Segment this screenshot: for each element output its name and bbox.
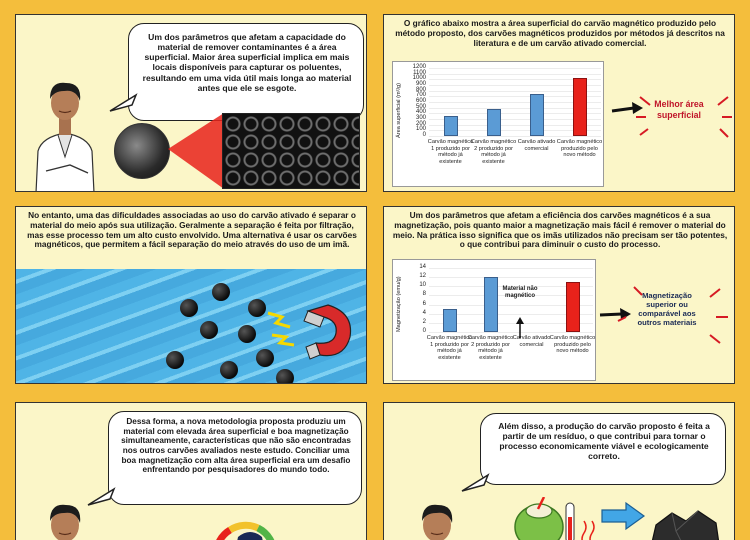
- y-tick-label: 300: [415, 115, 426, 121]
- thermometer-icon: [560, 501, 580, 540]
- y-tick-label: 0: [422, 132, 426, 138]
- y-tick-label: 500: [415, 103, 426, 110]
- y-tick-label: 1200: [412, 64, 426, 70]
- porous-surface-image: [222, 113, 360, 189]
- gridline: [429, 68, 601, 69]
- y-tick-label: 12: [419, 273, 426, 280]
- emphasis-lines: [616, 277, 734, 357]
- emphasis-lines: [634, 85, 734, 145]
- panel2-annotation: Melhor área superficial: [654, 99, 704, 120]
- y-tick-label: 1000: [412, 75, 426, 82]
- panel5-text: Dessa forma, a nova metodologia proposta produziu um material com elevada área superficial e boa magnetização simultaneamente, características que não são encontradas nos outros carvões avaliados neste estudo. Conciliar uma boa magnetização com alta área superficial era um desafio enfrentando por pesquisadores do mundo todo.: [121, 417, 351, 475]
- bar: [487, 109, 501, 136]
- panel2-text: O gráfico abaixo mostra a área superficial do carvão magnético produzido pelo método proposto, dos carvões magnéticos produzidos por métodos já descritos na literatura e de um carvão ativado comercial.: [395, 18, 725, 48]
- bubble-tail: [108, 93, 138, 115]
- panel4-annotation: Magnetização superior ou comparável aos outros materiais: [637, 291, 697, 328]
- bar: [566, 282, 580, 332]
- surface-area-chart: [392, 61, 604, 187]
- scientist-icon: [30, 73, 100, 192]
- particle-icon: [212, 283, 230, 301]
- y-tick-label: 8: [422, 291, 426, 298]
- bar: [573, 78, 587, 136]
- category-label: Carvão ativado comercial: [512, 335, 551, 348]
- y-tick-label: 900: [415, 81, 426, 87]
- particle-icon: [200, 321, 218, 339]
- y-axis-label: Magnetização (emu/g): [396, 276, 402, 332]
- note-arrow-icon: [515, 316, 525, 338]
- gridline: [429, 136, 601, 137]
- bar: [530, 94, 544, 136]
- category-label: Carvão magnético 1 produzido por método já existente: [426, 335, 473, 362]
- particle-icon: [238, 325, 256, 343]
- y-axis-label: Área superficial (m²/g): [396, 82, 402, 138]
- panel1-text: Um dos parâmetros que afetam a capacidade do material de remover contaminantes é a área superficial. Maior área superficial implica em mais locais disponíveis para capturar os poluentes, resultando em uma vida útil mais longa ao material antes que ele se esgote.: [142, 32, 352, 93]
- category-label: Carvão magnético 1 produzido por método já existente: [427, 139, 474, 166]
- gridline: [429, 74, 601, 75]
- gridline: [429, 332, 593, 333]
- speech-bubble: [480, 413, 726, 485]
- panel-waste-production: [383, 402, 735, 540]
- process-arrow-icon: [600, 501, 646, 531]
- category-label: Carvão magnético produzido pelo novo método: [549, 335, 596, 355]
- scientist-icon: [402, 495, 472, 540]
- particle-icon: [276, 369, 294, 384]
- particle-icon: [220, 361, 238, 379]
- bar: [443, 309, 457, 332]
- speech-bubble: [108, 411, 362, 505]
- y-tick-label: 600: [415, 98, 426, 104]
- panel6-text: Além disso, a produção do carvão proposto é feita a partir de um resíduo, o que contribui para tornar o processo economicamente viável e ecologicamente correto.: [498, 421, 710, 462]
- charcoal-closeup: [114, 123, 170, 179]
- bar: [444, 116, 458, 136]
- magnet-icon: [298, 303, 358, 361]
- category-label: Carvão ativado comercial: [517, 139, 556, 152]
- panel-magnetic-separation: [15, 206, 367, 384]
- category-label: Carvão magnético 2 produzido por método já existente: [470, 139, 517, 166]
- panel-conclusion: [15, 402, 367, 540]
- bubble-tail: [460, 473, 490, 495]
- y-tick-label: 1100: [413, 69, 426, 76]
- category-label: Carvão magnético 2 produzido por método já existente: [467, 335, 514, 362]
- speech-bubble: [128, 23, 364, 121]
- gridline: [429, 268, 593, 269]
- chart-plot: [393, 62, 605, 188]
- panel4-text: Um dos parâmetros que afetam a eficiência dos carvões magnéticos é a sua magnetização, pois quanto maior a magnetização mais fácil é remover o material do meio. Na prática isso significa que os imãs utilizados não precisam ser tão potentes, o que contribui para diminuir o custo do processo.: [392, 210, 728, 250]
- lightning-icon: [264, 307, 298, 347]
- particle-icon: [180, 299, 198, 317]
- y-tick-label: 700: [415, 92, 426, 99]
- y-tick-label: 0: [422, 328, 426, 334]
- y-tick-label: 2: [422, 318, 426, 325]
- y-tick-label: 200: [415, 120, 426, 127]
- y-tick-label: 100: [415, 126, 426, 133]
- panel-surface-area-intro: [15, 14, 367, 192]
- gridline: [429, 277, 593, 278]
- particle-icon: [166, 351, 184, 369]
- magnet-icon: [230, 527, 270, 540]
- heat-waves-icon: [580, 517, 602, 540]
- panel3-text: No entanto, uma das dificuldades associadas ao uso do carvão ativado é separar o material do meio após sua utilização. Geralmente a separação é feita por filtração, mas esse processo tem um alto custo envolvido. Uma alternativa é usar os carvões magnéticos, que permitem a fácil separação do meio através do uso de um imã.: [27, 210, 357, 250]
- y-tick-label: 800: [415, 86, 426, 93]
- chart-note: Material não magnético: [502, 286, 538, 300]
- category-label: Carvão magnético produzido pelo novo método: [556, 139, 603, 159]
- chart-plot: [393, 260, 597, 382]
- y-tick-label: 4: [422, 309, 426, 316]
- y-tick-label: 6: [422, 300, 426, 307]
- y-tick-label: 10: [419, 282, 426, 289]
- panel-magnetization-chart: [383, 206, 735, 384]
- y-tick-label: 14: [419, 264, 426, 270]
- particle-icon: [256, 349, 274, 367]
- bar: [484, 277, 498, 332]
- panel-surface-area-chart: [383, 14, 735, 192]
- coal-icon: [646, 503, 722, 540]
- magnetization-chart: [392, 259, 596, 381]
- y-tick-label: 400: [415, 109, 426, 116]
- zoom-cone: [166, 111, 226, 191]
- scientist-icon: [30, 495, 100, 540]
- coconut-icon: [512, 497, 566, 540]
